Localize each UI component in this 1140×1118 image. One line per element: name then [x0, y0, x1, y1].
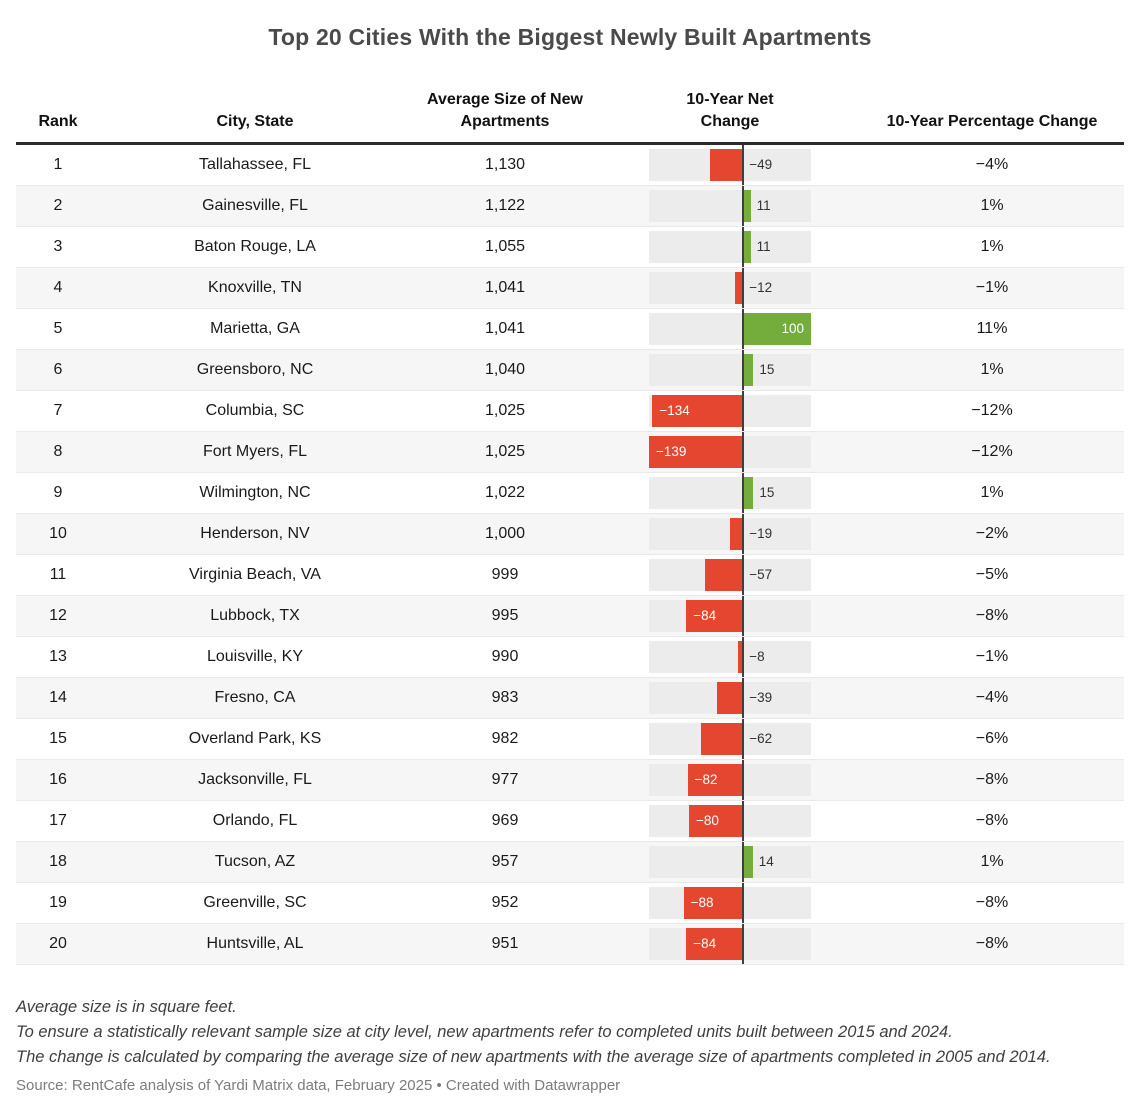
percentage-change-cell: −8% — [975, 771, 1009, 789]
table-row — [16, 678, 1124, 719]
zero-baseline — [742, 637, 744, 677]
bar-track — [649, 559, 811, 591]
bar-track — [649, 436, 811, 468]
bar-track — [649, 190, 811, 222]
table-header-row — [16, 89, 1124, 145]
percentage-change-cell: −4% — [975, 689, 1009, 707]
bar-track — [649, 641, 811, 673]
net-change-value: 15 — [759, 362, 775, 378]
rank-cell: 10 — [49, 525, 67, 543]
city-state-cell: Lubbock, TX — [210, 607, 300, 625]
zero-baseline — [742, 883, 744, 923]
net-change-value: 11 — [756, 198, 771, 214]
net-change-bar-cell — [600, 309, 860, 349]
bar-track — [649, 477, 811, 509]
city-state-cell: Jacksonville, FL — [198, 771, 312, 789]
table-row — [16, 883, 1124, 924]
footnote-line: Average size is in square feet. — [16, 998, 237, 1017]
header-average-size-label: Average Size of New Apartments — [427, 91, 583, 130]
average-size-cell: 969 — [491, 812, 519, 830]
average-size-cell: 999 — [491, 566, 519, 584]
zero-baseline — [742, 432, 744, 472]
table-row — [16, 227, 1124, 268]
zero-baseline — [742, 391, 744, 431]
net-change-bar-cell — [600, 473, 860, 513]
bar-track — [649, 764, 811, 796]
net-change-bar — [743, 477, 753, 509]
average-size-cell: 983 — [491, 689, 519, 707]
rank-cell: 15 — [49, 730, 67, 748]
zero-baseline — [742, 596, 744, 636]
net-change-value: −49 — [749, 157, 773, 173]
net-change-value: 14 — [758, 854, 774, 870]
rank-cell: 16 — [49, 771, 67, 789]
percentage-change-cell: −8% — [975, 935, 1009, 953]
table-row — [16, 432, 1124, 473]
average-size-cell: 1,022 — [484, 484, 526, 502]
net-change-bar-cell — [600, 268, 860, 308]
percentage-change-cell: −12% — [971, 443, 1013, 461]
table-row — [16, 719, 1124, 760]
city-state-cell: Overland Park, KS — [188, 730, 322, 748]
city-state-cell: Gainesville, FL — [202, 197, 308, 215]
average-size-cell: 1,041 — [484, 320, 526, 338]
net-change-bar — [743, 354, 753, 386]
city-state-cell: Tallahassee, FL — [198, 156, 312, 174]
net-change-bar-cell — [600, 760, 860, 800]
table-row — [16, 596, 1124, 637]
table-row — [16, 391, 1124, 432]
table-row — [16, 637, 1124, 678]
city-state-cell: Wilmington, NC — [199, 484, 311, 502]
zero-baseline — [742, 350, 744, 390]
percentage-change-cell: 1% — [980, 853, 1004, 871]
city-state-cell: Greenville, SC — [203, 894, 307, 912]
footnote-line: The change is calculated by comparing the average size of new apartments with the average size of apartments completed in 2005 and 2014. — [16, 1047, 1051, 1066]
zero-baseline — [742, 924, 744, 964]
table-body — [16, 145, 1124, 965]
table-row — [16, 842, 1124, 883]
source-attribution: Source: RentCafe analysis of Yardi Matrix data, February 2025 • Created with Datawrapper — [16, 1077, 621, 1095]
bar-track — [649, 395, 811, 427]
net-change-value: 15 — [759, 485, 775, 501]
zero-baseline — [742, 309, 744, 349]
footnote-line: To ensure a statistically relevant sample size at city level, new apartments refer to completed units built between 2015 and 2024. — [16, 1022, 953, 1041]
city-state-cell: Baton Rouge, LA — [194, 238, 316, 256]
percentage-change-cell: −12% — [971, 402, 1013, 420]
city-state-cell: Fort Myers, FL — [202, 443, 307, 461]
zero-baseline — [742, 760, 744, 800]
net-change-bar-cell — [600, 596, 860, 636]
rank-cell: 11 — [49, 566, 67, 584]
net-change-value: −88 — [690, 895, 714, 911]
bar-track — [649, 887, 811, 919]
average-size-cell: 952 — [491, 894, 519, 912]
percentage-change-cell: 1% — [980, 361, 1004, 379]
rank-cell: 5 — [53, 320, 63, 338]
percentage-change-cell: −2% — [975, 525, 1009, 543]
header-net-change — [600, 89, 860, 132]
average-size-cell: 951 — [491, 935, 519, 953]
rank-cell: 7 — [53, 402, 63, 420]
zero-baseline — [742, 801, 744, 841]
percentage-change-cell: −8% — [975, 894, 1009, 912]
zero-baseline — [742, 555, 744, 595]
percentage-change-cell: 11% — [976, 320, 1008, 338]
rank-cell: 3 — [53, 238, 63, 256]
average-size-cell: 995 — [491, 607, 519, 625]
average-size-cell: 990 — [491, 648, 519, 666]
city-state-cell: Knoxville, TN — [208, 279, 302, 297]
net-change-bar — [710, 149, 743, 181]
table-row — [16, 145, 1124, 186]
page-title: Top 20 Cities With the Biggest Newly Built Apartments — [268, 24, 872, 50]
percentage-change-cell: 1% — [980, 197, 1004, 215]
bar-track — [649, 231, 811, 263]
bar-track — [649, 600, 811, 632]
net-change-value: −57 — [749, 567, 773, 583]
zero-baseline — [742, 719, 744, 759]
net-change-bar — [743, 190, 750, 222]
bar-track — [649, 354, 811, 386]
header-percentage-change: 10-Year Percentage Change — [886, 112, 1098, 130]
net-change-value: −84 — [693, 936, 717, 952]
net-change-bar-cell — [600, 186, 860, 226]
city-state-cell: Virginia Beach, VA — [189, 566, 321, 584]
header-average-size — [410, 89, 600, 132]
net-change-bar-cell — [600, 350, 860, 390]
table-row — [16, 555, 1124, 596]
header-city-state: City, State — [216, 112, 294, 130]
city-state-cell: Marietta, GA — [210, 320, 300, 338]
average-size-cell: 1,025 — [484, 443, 526, 461]
average-size-cell: 982 — [491, 730, 519, 748]
bar-track — [649, 149, 811, 181]
percentage-change-cell: −1% — [975, 648, 1009, 666]
net-change-bar-cell — [600, 391, 860, 431]
rank-cell: 2 — [53, 197, 63, 215]
table-row — [16, 309, 1124, 350]
net-change-value: −82 — [694, 772, 718, 788]
city-state-cell: Greensboro, NC — [196, 361, 314, 379]
zero-baseline — [742, 514, 744, 554]
net-change-bar-cell — [600, 678, 860, 718]
net-change-value: −134 — [659, 403, 690, 419]
table-row — [16, 801, 1124, 842]
zero-baseline — [742, 145, 744, 185]
average-size-cell: 1,040 — [484, 361, 526, 379]
net-change-bar-cell — [600, 555, 860, 595]
net-change-value: 100 — [781, 321, 804, 337]
average-size-cell: 1,055 — [484, 238, 526, 256]
zero-baseline — [742, 186, 744, 226]
net-change-bar — [705, 559, 744, 591]
bar-track — [649, 723, 811, 755]
net-change-value: −62 — [749, 731, 773, 747]
zero-baseline — [742, 473, 744, 513]
net-change-bar — [701, 723, 743, 755]
percentage-change-cell: 1% — [980, 484, 1004, 502]
net-change-bar-cell — [600, 883, 860, 923]
bar-track — [649, 313, 811, 345]
net-change-bar — [743, 231, 750, 263]
table-row — [16, 760, 1124, 801]
percentage-change-cell: −5% — [975, 566, 1009, 584]
rank-cell: 20 — [49, 935, 67, 953]
net-change-bar-cell — [600, 145, 860, 185]
net-change-bar-cell — [600, 432, 860, 472]
rank-cell: 12 — [49, 607, 67, 625]
net-change-value: −12 — [749, 280, 773, 296]
rank-cell: 18 — [49, 853, 67, 871]
bar-track — [649, 928, 811, 960]
table-row — [16, 514, 1124, 555]
percentage-change-cell: −4% — [975, 156, 1009, 174]
rank-cell: 4 — [53, 279, 63, 297]
average-size-cell: 1,122 — [484, 197, 526, 215]
net-change-bar-cell — [600, 924, 860, 964]
percentage-change-cell: −8% — [975, 812, 1009, 830]
net-change-value: −39 — [749, 690, 773, 706]
bar-track — [649, 518, 811, 550]
rank-cell: 1 — [53, 156, 63, 174]
bar-track — [649, 805, 811, 837]
average-size-cell: 977 — [491, 771, 519, 789]
rank-cell: 17 — [49, 812, 67, 830]
city-state-cell: Fresno, CA — [214, 689, 296, 707]
percentage-change-cell: −6% — [975, 730, 1009, 748]
rank-cell: 13 — [49, 648, 67, 666]
city-state-cell: Orlando, FL — [212, 812, 298, 830]
table-row — [16, 186, 1124, 227]
average-size-cell: 1,041 — [484, 279, 526, 297]
net-change-value: −139 — [656, 444, 687, 460]
percentage-change-cell: −1% — [975, 279, 1009, 297]
net-change-value: −80 — [695, 813, 719, 829]
net-change-bar-cell — [600, 719, 860, 759]
zero-baseline — [742, 268, 744, 308]
net-change-value: −19 — [749, 526, 773, 542]
net-change-bar-cell — [600, 801, 860, 841]
bar-track — [649, 682, 811, 714]
header-rank: Rank — [38, 112, 78, 130]
net-change-bar-cell — [600, 842, 860, 882]
average-size-cell: 957 — [491, 853, 519, 871]
city-state-cell: Louisville, KY — [206, 648, 304, 666]
header-net-change-label: 10-Year Net Change — [686, 91, 774, 130]
rank-cell: 19 — [49, 894, 67, 912]
table-row — [16, 350, 1124, 391]
city-state-cell: Henderson, NV — [200, 525, 310, 543]
rank-cell: 9 — [53, 484, 63, 502]
net-change-bar-cell — [600, 227, 860, 267]
rank-cell: 6 — [53, 361, 63, 379]
bar-track — [649, 272, 811, 304]
zero-baseline — [742, 678, 744, 718]
net-change-value: −84 — [693, 608, 717, 624]
net-change-bar — [717, 682, 743, 714]
percentage-change-cell: −8% — [975, 607, 1009, 625]
zero-baseline — [742, 842, 744, 882]
net-change-value: 11 — [756, 239, 771, 255]
average-size-cell: 1,130 — [484, 156, 526, 174]
net-change-bar — [743, 846, 752, 878]
city-state-cell: Huntsville, AL — [206, 935, 304, 953]
city-state-cell: Columbia, SC — [205, 402, 305, 420]
net-change-bar-cell — [600, 514, 860, 554]
city-state-cell: Tucson, AZ — [214, 853, 296, 871]
rank-cell: 14 — [49, 689, 67, 707]
table-row — [16, 473, 1124, 514]
table-row — [16, 924, 1124, 965]
net-change-bar-cell — [600, 637, 860, 677]
zero-baseline — [742, 227, 744, 267]
table-row — [16, 268, 1124, 309]
average-size-cell: 1,025 — [484, 402, 526, 420]
footnotes — [16, 995, 1124, 1069]
percentage-change-cell: 1% — [980, 238, 1004, 256]
net-change-value: −8 — [749, 649, 765, 665]
average-size-cell: 1,000 — [484, 525, 526, 543]
rank-cell: 8 — [53, 443, 63, 461]
bar-track — [649, 846, 811, 878]
